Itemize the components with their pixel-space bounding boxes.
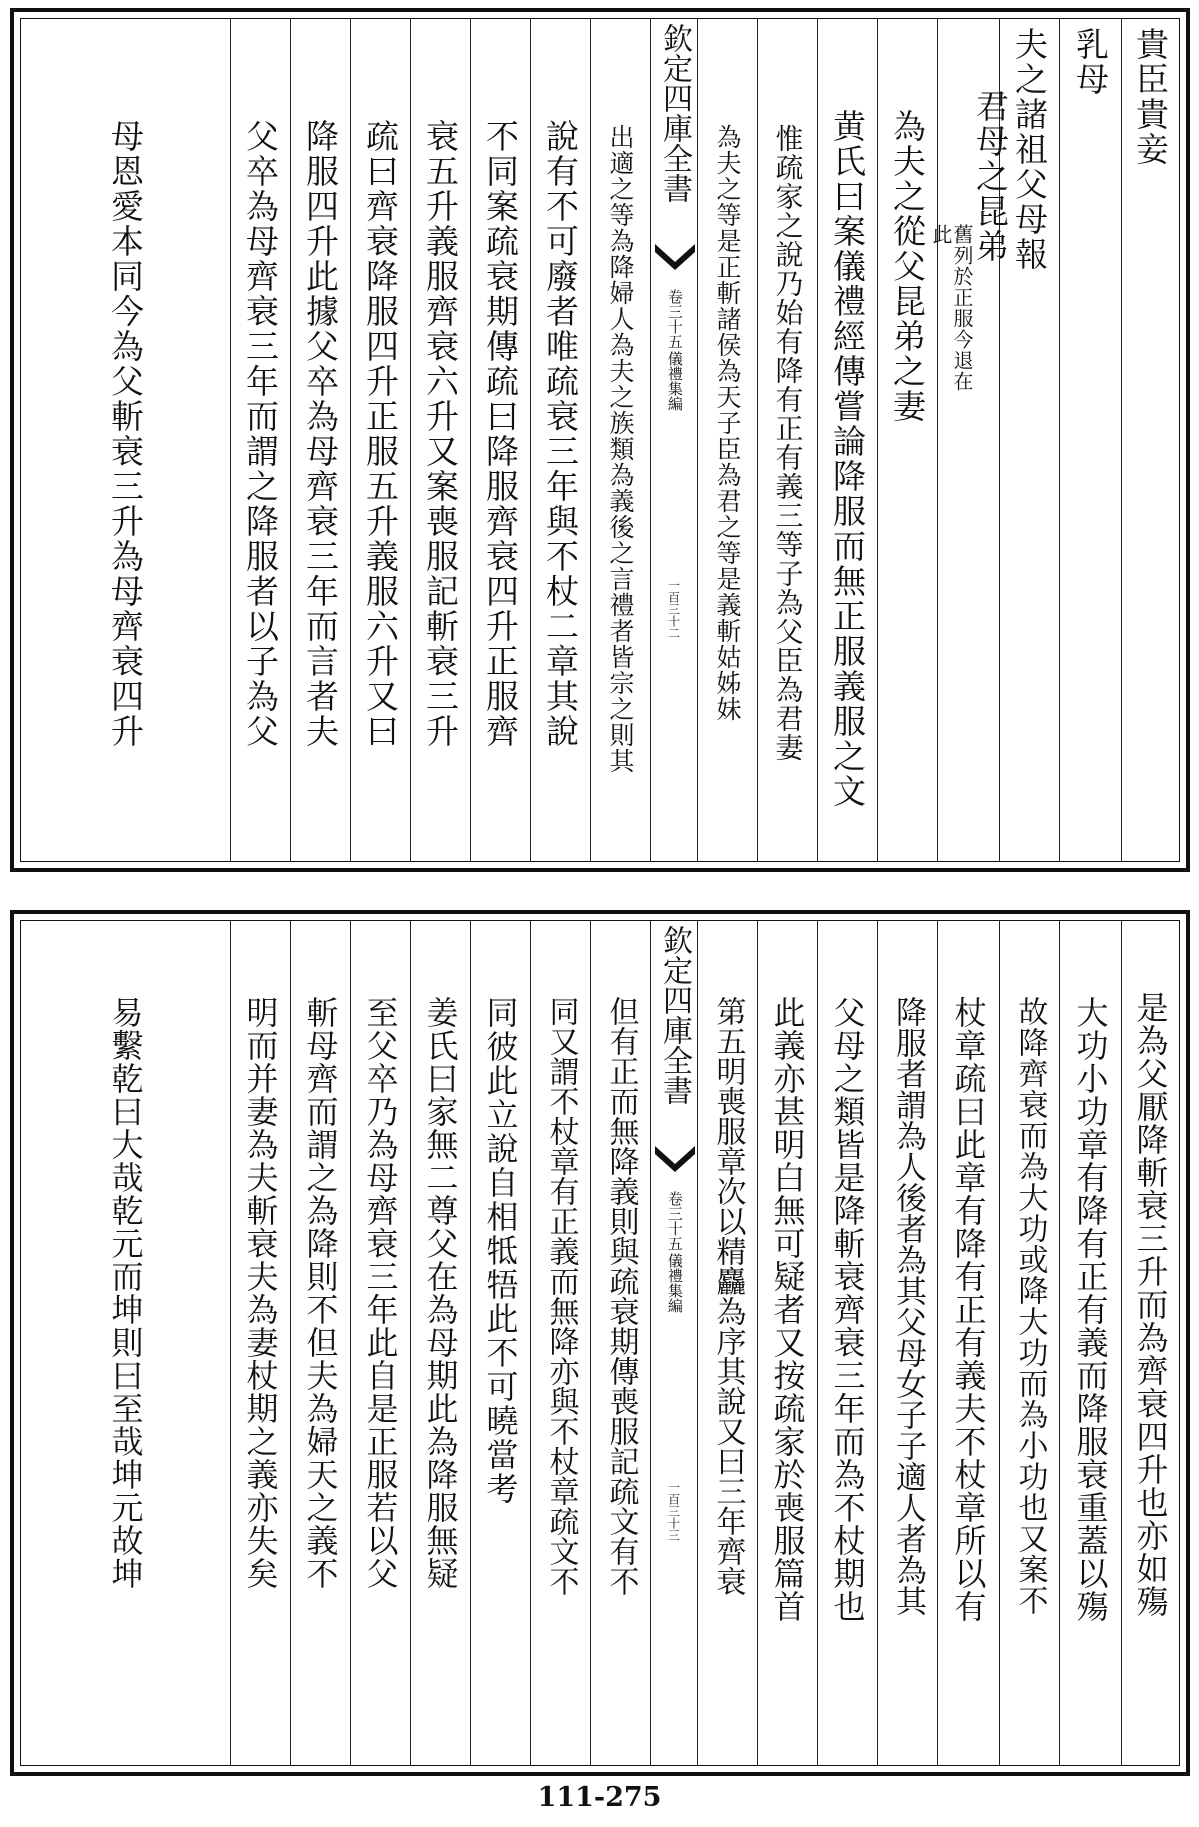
book-title: 欽定四庫全書 [657, 925, 692, 1105]
column-text: 出適之等為降婦人為夫之族類為義後之言禮者皆宗之則其 [606, 124, 635, 774]
bottom-page-columns [20, 920, 1180, 1766]
column-text: 疏曰齊衰降服四升正服五升義服六升又曰 [361, 119, 400, 749]
column-text: 君母之昆弟 [971, 89, 1010, 264]
column-text: 惟疏家之說乃始有降有正有義三等子為父臣為君妻 [771, 124, 805, 762]
spine-column [650, 19, 697, 861]
text-column [817, 921, 877, 1765]
column-text: 易繫乾曰大哉乾元而坤則曰至哉坤元故坤 [106, 996, 145, 1590]
text-column [757, 921, 817, 1765]
text-column [817, 19, 877, 861]
text-column [877, 19, 937, 861]
top-page [10, 8, 1190, 872]
column-text: 第五明喪服章次以精麤為序其說又曰三年齊衰 [710, 996, 746, 1596]
text-column [230, 19, 290, 861]
text-column [410, 19, 470, 861]
text-column [999, 921, 1059, 1765]
text-column [350, 19, 410, 861]
volume-line: 儀禮集編 [665, 1253, 684, 1313]
column-text: 為夫之從父昆弟之妻 [888, 109, 927, 424]
column-text: 說有不可廢者唯疏衰三年與不杖二章其說 [541, 119, 580, 749]
column-text: 大功小功章有降有正有義而降服衰重蓋以殤 [1071, 996, 1110, 1623]
volume-line: 卷三十五 [665, 1191, 684, 1251]
fish-tail-mark [655, 244, 695, 280]
column-text: 同彼此立說自相牴牾此不可曉當考 [481, 996, 520, 1506]
text-column [290, 19, 350, 861]
column-text: 父卒為母齊衰三年而謂之降服者以子為父 [241, 119, 280, 749]
column-text: 不同案疏衰期傳疏曰降服齊衰四升正服齊 [481, 119, 520, 749]
column-text: 姜氏曰家無二尊父在為母期此為降服無疑 [421, 996, 460, 1590]
text-column [590, 19, 650, 861]
column-text: 至父卒乃為母齊衰三年此自是正服若以父 [361, 996, 400, 1590]
volume-label [666, 1191, 682, 1313]
column-text: 降服者謂為人後者為其父母女子子適人者為其 [890, 996, 926, 1616]
column-text: 斬母齊而謂之為降則不但夫為婦天之義不 [301, 996, 340, 1590]
column-text: 同又謂不杖章有正義而無降亦與不杖章疏文不 [543, 996, 579, 1596]
column-text: 乳母 [1071, 27, 1110, 97]
text-column [21, 921, 230, 1765]
text-column [470, 19, 530, 861]
column-text: 杖章疏曰此章有降有正有義夫不杖章所以有 [949, 996, 988, 1623]
column-text: 明而并妻為夫斬衰夫為妻杖期之義亦失矣 [241, 996, 280, 1590]
text-column [697, 921, 757, 1765]
volume-line: 儀禮集編 [665, 351, 684, 411]
column-text: 母恩愛本同今為父斬衰三升為母齊衰四升 [106, 119, 145, 749]
text-column [410, 921, 470, 1765]
column-text: 父母之類皆是降斬衰齊衰三年而為不杖期也 [828, 996, 867, 1623]
column-text: 但有正而無降義則與疏衰期傳喪服記疏文有不 [603, 996, 639, 1596]
text-column [590, 921, 650, 1765]
volume-line: 卷三十五 [665, 289, 684, 349]
text-column [530, 19, 590, 861]
text-column [530, 921, 590, 1765]
column-note: 舊列於正服今退在此 [929, 224, 974, 392]
top-page-columns [20, 18, 1180, 862]
page-footer-number: 111-275 [537, 1782, 662, 1813]
column-text: 降服四升此據父卒為母齊衰三年而言者夫 [301, 119, 340, 749]
text-column [937, 921, 999, 1765]
fish-tail-mark [655, 1146, 695, 1182]
text-column [1121, 19, 1179, 861]
text-column [877, 921, 937, 1765]
column-text: 貴臣貴妾 [1131, 27, 1170, 167]
column-text: 此義亦甚明白無可疑者又按疏家於喪服篇首 [768, 996, 807, 1623]
page-number: 一百三十二 [666, 579, 681, 639]
text-column [290, 921, 350, 1765]
volume-label [666, 289, 682, 411]
text-column [1059, 19, 1121, 861]
text-column [1059, 921, 1121, 1765]
text-column [350, 921, 410, 1765]
text-column [929, 19, 1010, 861]
text-column [757, 19, 817, 861]
column-text: 夫之諸祖父母報 [1010, 27, 1049, 272]
text-column [1121, 921, 1179, 1765]
text-column [230, 921, 290, 1765]
column-text: 是為父厭降斬衰三升而為齊衰四升也亦如殤 [1131, 991, 1170, 1618]
column-text: 為夫之等是正斬諸侯為天子臣為君之等是義斬姑姊妹 [713, 124, 742, 722]
bottom-page [10, 910, 1190, 1776]
spine-column [650, 921, 697, 1765]
column-text: 衰五升義服齊衰六升又案喪服記斬衰三升 [421, 119, 460, 749]
text-column [470, 921, 530, 1765]
text-column [697, 19, 757, 861]
page-number: 一百三十三 [666, 1481, 681, 1541]
column-text: 黄氏曰案儀禮經傳嘗論降服而無正服義服之文 [828, 109, 867, 809]
book-title: 欽定四庫全書 [657, 23, 692, 203]
column-text: 故降齊衰而為大功或降大功而為小功也又案不 [1012, 996, 1048, 1616]
text-column [21, 19, 230, 861]
